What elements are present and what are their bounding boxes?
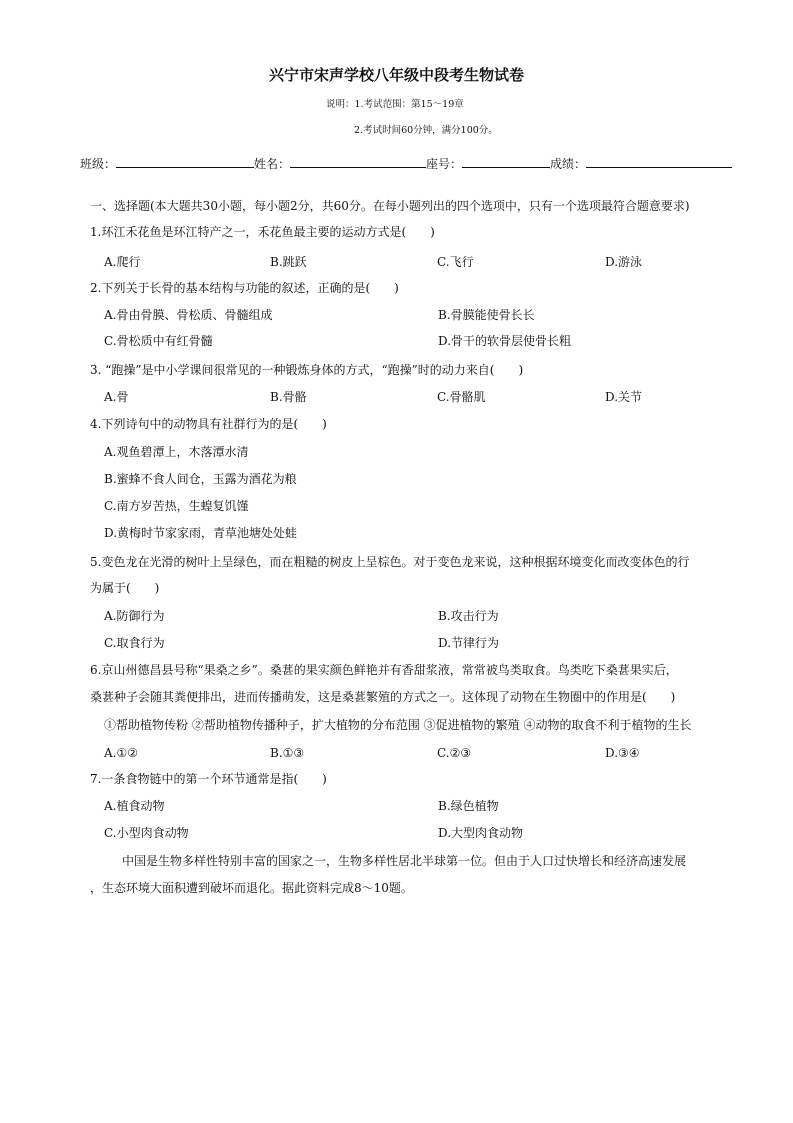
option-d: D.③④ bbox=[605, 746, 640, 760]
seat-label: 座号： bbox=[426, 157, 463, 171]
option-d: D.节律行为 bbox=[438, 636, 500, 650]
option-a: A.防御行为 bbox=[104, 609, 165, 623]
option-b: B.骨骼 bbox=[270, 390, 307, 404]
option-d: D.骨干的软骨层使骨长粗 bbox=[438, 334, 572, 348]
option-d: D.游泳 bbox=[605, 255, 643, 269]
question-stem: 1.环江禾花鱼是环江特产之一，禾花鱼最主要的运动方式是( ) bbox=[90, 225, 435, 239]
exam-note-scope: 说明：1.考试范围：第15～19章 bbox=[326, 99, 464, 110]
option-b: B.绿色植物 bbox=[438, 799, 499, 813]
option-c: C.骨骼肌 bbox=[437, 390, 486, 404]
option-c: C.取食行为 bbox=[104, 636, 165, 650]
question-stem: 7.一条食物链中的第一个环节通常是指( ) bbox=[90, 772, 327, 786]
option-b: B.①③ bbox=[270, 746, 305, 760]
class-field[interactable] bbox=[116, 157, 254, 168]
page-title: 兴宁市宋声学校八年级中段考生物试卷 bbox=[268, 66, 524, 84]
option-a: A.①② bbox=[104, 746, 138, 760]
passage-line2: ，生态环境大面积遭到破坏而退化。据此资料完成8～10题。 bbox=[90, 881, 413, 895]
option-a: A.骨由骨膜、骨松质、骨髓组成 bbox=[104, 308, 273, 322]
question-stem-line2: 为属于( ) bbox=[90, 581, 160, 595]
option-b: B.攻击行为 bbox=[438, 609, 499, 623]
question-stem-line1: 6.京山州德昌县号称“果桑之乡”。桑葚的果实颜色鲜艳并有香甜浆液，常常被鸟类取食。鸟类吃下桑葚果实后， bbox=[90, 663, 678, 677]
option-c: C.小型肉食动物 bbox=[104, 826, 189, 840]
option-b: B.跳跃 bbox=[270, 255, 307, 269]
class-label: 班级： bbox=[80, 157, 117, 171]
score-field[interactable] bbox=[586, 157, 732, 168]
student-info-row bbox=[80, 157, 732, 170]
option-d: D.黄梅时节家家雨，青草池塘处处蛙 bbox=[104, 526, 298, 540]
option-d: D.关节 bbox=[605, 390, 643, 404]
option-b: B.蜜蜂不食人间仓，玉露为酒花为粮 bbox=[104, 472, 297, 486]
option-a: A.观鱼碧潭上，木落潭水清 bbox=[104, 445, 249, 459]
name-label: 姓名： bbox=[254, 157, 291, 171]
passage-line1: 中国是生物多样性特别丰富的国家之一，生物多样性居北半球第一位。但由于人口过快增长和经济高速发展 bbox=[122, 854, 687, 868]
question-statements: ①帮助植物传粉 ②帮助植物传播种子，扩大植物的分布范围 ③促进植物的繁殖 ④动物的取食不利于植物的生长 bbox=[104, 718, 692, 732]
option-a: A.骨 bbox=[104, 390, 129, 404]
question-stem-line1: 5.变色龙在光滑的树叶上呈绿色，而在粗糙的树皮上呈棕色。对于变色龙来说，这种根据环境变化而改变体色的行 bbox=[90, 555, 690, 569]
option-c: C.②③ bbox=[437, 746, 472, 760]
question-stem: 2.下列关于长骨的基本结构与功能的叙述，正确的是( ) bbox=[90, 281, 399, 295]
seat-field[interactable] bbox=[462, 157, 550, 168]
exam-note-time: 2.考试时间60分钟，满分100分。 bbox=[354, 125, 498, 136]
score-label: 成绩： bbox=[550, 157, 587, 171]
option-c: C.南方岁苦热，生蝗复饥馑 bbox=[104, 499, 249, 513]
question-stem: 4.下列诗句中的动物具有社群行为的是( ) bbox=[90, 417, 327, 431]
option-c: C.飞行 bbox=[437, 255, 474, 269]
question-stem-line2: 桑葚种子会随其粪便排出，进而传播萌发，这是桑葚繁殖的方式之一。这体现了动物在生物圈中的作用是( ) bbox=[90, 690, 676, 704]
option-d: D.大型肉食动物 bbox=[438, 826, 524, 840]
option-a: A.爬行 bbox=[104, 255, 141, 269]
option-a: A.植食动物 bbox=[104, 799, 165, 813]
question-stem: 3. “跑操”是中小学课间很常见的一种锻炼身体的方式，“跑操”时的动力来自( ) bbox=[90, 363, 524, 377]
section-heading: 一、选择题(本大题共30小题，每小题2分，共60分。在每小题列出的四个选项中，只有一个选项最符合题意要求) bbox=[90, 199, 690, 213]
option-c: C.骨松质中有红骨髓 bbox=[104, 334, 213, 348]
option-b: B.骨膜能使骨长长 bbox=[438, 308, 535, 322]
name-field[interactable] bbox=[290, 157, 426, 168]
